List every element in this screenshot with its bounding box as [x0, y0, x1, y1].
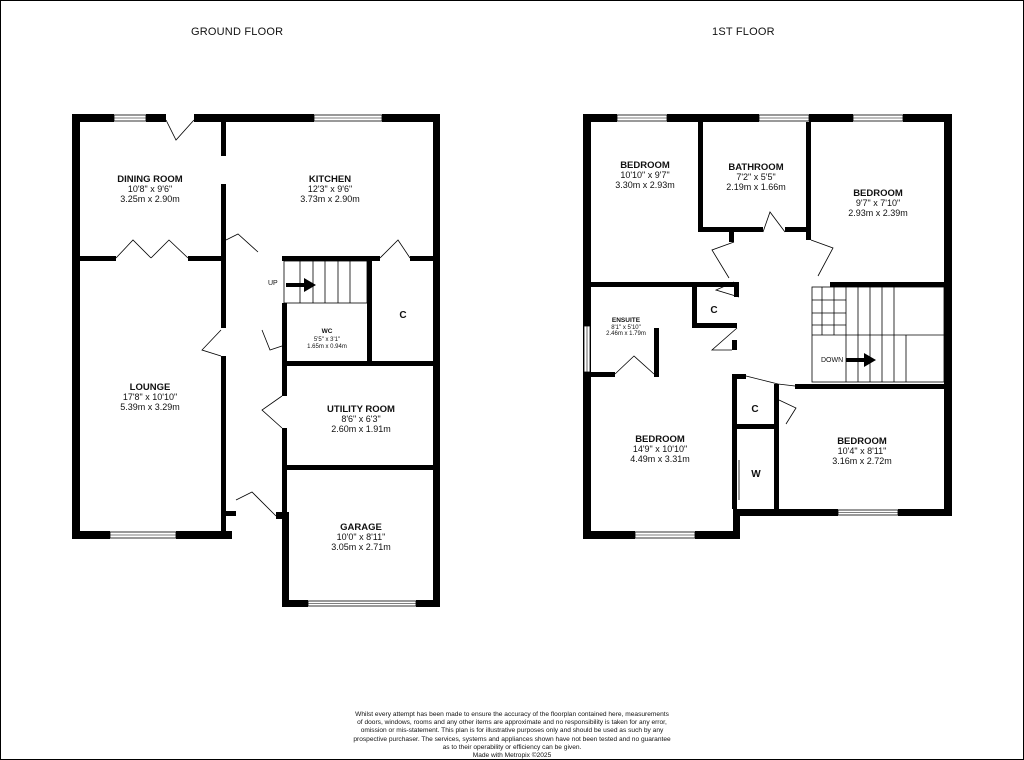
bedroom-2-imperial: 9'7" x 7'10": [855, 198, 901, 208]
lounge-name: LOUNGE: [129, 382, 171, 393]
bedroom-3-name: BEDROOM: [635, 434, 685, 445]
first-floor-title: 1ST FLOOR: [712, 26, 775, 38]
wardrobe-label: W: [751, 469, 761, 480]
bedroom-4-name: BEDROOM: [837, 436, 887, 447]
bedroom-3-imperial: 14'9" x 10'10": [632, 444, 688, 454]
wc-metric: 1.65m x 0.94m: [307, 344, 347, 350]
ensuite-imperial: 8'1" x 5'10": [611, 325, 641, 331]
disclaimer-credit: Made with Metropix ©2025: [472, 752, 552, 760]
garage-name: GARAGE: [340, 522, 382, 533]
disclaimer-line: omission or mis-statement. This plan is for illustrative purposes only and should be used as such by any: [360, 727, 664, 735]
bathroom-name: BATHROOM: [728, 162, 784, 173]
disclaimer-line: as to their operability or efficiency can be given.: [442, 743, 582, 751]
first-stairs: [812, 287, 944, 382]
bathroom-imperial: 7'2" x 5'5": [736, 172, 776, 182]
stairs-down-arrow-icon: [846, 353, 876, 367]
stairs-up-arrow-icon: [286, 278, 316, 292]
bathroom-metric: 2.19m x 1.66m: [726, 182, 786, 192]
dining-room-name: DINING ROOM: [117, 174, 183, 185]
utility-room-name: UTILITY ROOM: [327, 404, 395, 415]
bedroom-1-metric: 3.30m x 2.93m: [615, 180, 675, 190]
bedroom-1-name: BEDROOM: [620, 160, 670, 171]
kitchen-name: KITCHEN: [308, 174, 352, 185]
wc-name: WC: [321, 328, 333, 335]
lounge-imperial: 17'8" x 10'10": [122, 392, 178, 402]
garage-imperial: 10'0" x 8'11": [336, 532, 386, 542]
kitchen-imperial: 12'3" x 9'6": [307, 184, 353, 194]
first-cupboard-2-label: C: [751, 404, 759, 415]
kitchen-metric: 3.73m x 2.90m: [300, 194, 360, 204]
disclaimer-line: Whilst every attempt has been made to ensure the accuracy of the floorplan contained here, measurements: [355, 711, 669, 718]
ground-cupboard-label: C: [399, 310, 407, 321]
dining-room-imperial: 10'8" x 9'6": [127, 184, 173, 194]
utility-room-metric: 2.60m x 1.91m: [331, 424, 391, 434]
wc-imperial: 5'5" x 3'1": [313, 337, 341, 343]
disclaimer-line: prospective purchaser. The services, systems and appliances shown have not been tested and no guarantee: [353, 735, 671, 743]
ground-stairs: [284, 261, 367, 303]
disclaimer: [330, 711, 694, 760]
bedroom-4-imperial: 10'4" x 8'11": [837, 446, 887, 456]
bedroom-3-metric: 4.49m x 3.31m: [630, 454, 690, 464]
lounge-metric: 5.39m x 3.29m: [120, 402, 180, 412]
stairs-down-label: DOWN: [821, 357, 844, 364]
garage-metric: 3.05m x 2.71m: [331, 542, 391, 552]
ground-floor-title: GROUND FLOOR: [191, 26, 284, 38]
utility-room-imperial: 8'6" x 6'3": [341, 414, 381, 424]
bedroom-2-name: BEDROOM: [853, 188, 903, 199]
ensuite-metric: 2.46m x 1.79m: [606, 331, 646, 337]
dining-room-metric: 3.25m x 2.90m: [120, 194, 180, 204]
first-cupboard-1-label: C: [710, 305, 718, 316]
ensuite-name: ENSUITE: [611, 317, 641, 324]
stairs-up-label: UP: [268, 280, 278, 287]
bedroom-2-metric: 2.93m x 2.39m: [848, 208, 908, 218]
disclaimer-line: of doors, windows, rooms and any other items are approximate and no responsibility is taken for any error,: [357, 719, 667, 727]
bedroom-4-metric: 3.16m x 2.72m: [832, 456, 892, 466]
bedroom-1-imperial: 10'10" x 9'7": [620, 170, 670, 180]
